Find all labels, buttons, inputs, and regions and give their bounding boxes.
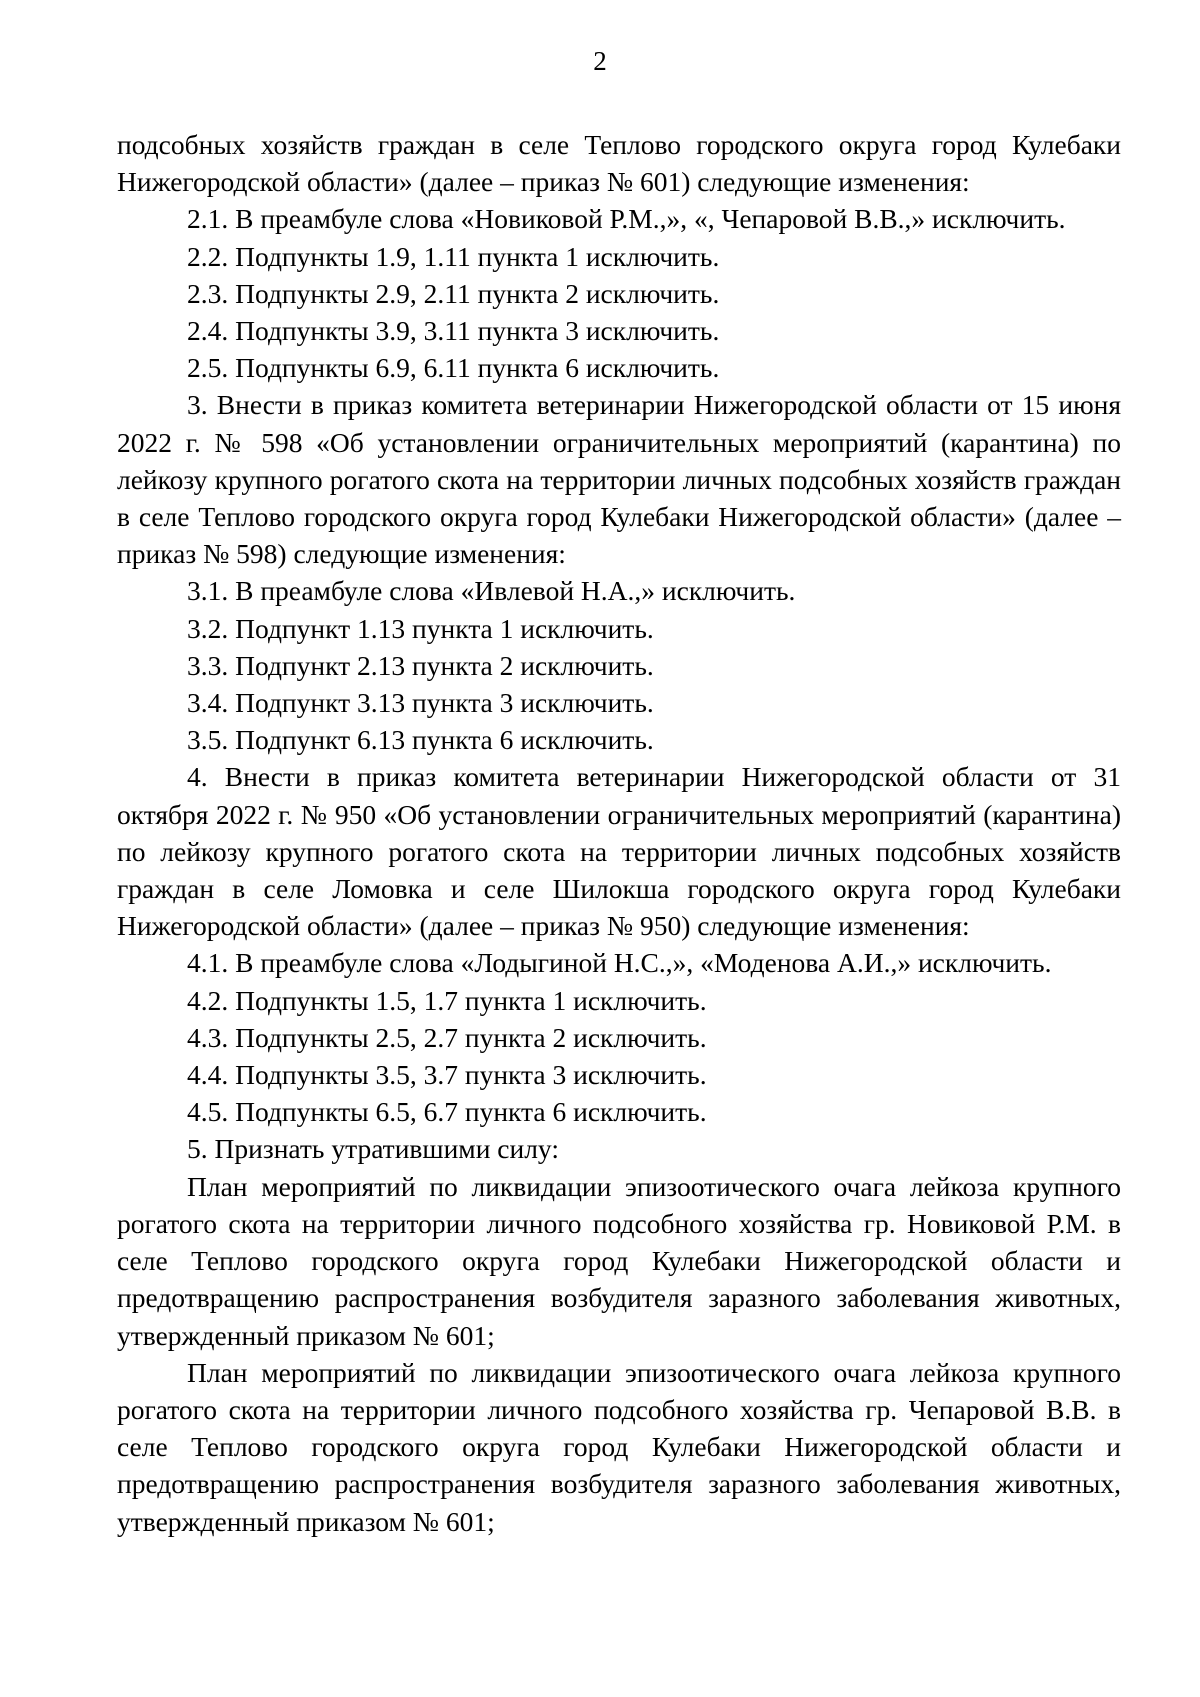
- paragraph-3-3: 3.3. Подпункт 2.13 пункта 2 исключить.: [187, 649, 654, 681]
- paragraph-4-3: 4.3. Подпункты 2.5, 2.7 пункта 2 исключить.: [187, 1021, 707, 1053]
- paragraph-2-2: 2.2. Подпункты 1.9, 1.11 пункта 1 исключить.: [187, 240, 720, 272]
- paragraph-5: 5. Признать утратившими силу:: [187, 1133, 559, 1165]
- paragraph-2-1: 2.1. В преамбуле слова «Новиковой Р.М.,», «, Чепаровой В.В.,» исключить.: [187, 203, 1066, 235]
- paragraph-4-5: 4.5. Подпункты 6.5, 6.7 пункта 6 исключить.: [187, 1096, 707, 1128]
- paragraph-4-2: 4.2. Подпункты 1.5, 1.7 пункта 1 исключить.: [187, 984, 707, 1016]
- paragraph-2-5: 2.5. Подпункты 6.9, 6.11 пункта 6 исключить.: [187, 352, 720, 384]
- paragraph-3-5: 3.5. Подпункт 6.13 пункта 6 исключить.: [187, 724, 654, 756]
- paragraph-3: 3. Внести в приказ комитета ветеринарии Нижегородской области от 15 июня 2022 г. № 598 «Об установлении ограничительных мероприятий (карантина) по лейкозу крупного рогатого скота на территории личных подсобных хозяйств граждан в селе Теплово городского округа город Кулебаки Нижегородской области» (далее – приказ № 598) следующие изменения:: [117, 389, 1121, 570]
- paragraph-order-601-continuation: подсобных хозяйств граждан в селе Теплово городского округа город Кулебаки Нижегородской области» (далее – приказ № 601) следующие изменения:: [117, 129, 1121, 198]
- paragraph-4-4: 4.4. Подпункты 3.5, 3.7 пункта 3 исключить.: [187, 1059, 707, 1091]
- paragraph-4: 4. Внести в приказ комитета ветеринарии Нижегородской области от 31 октября 2022 г. № 950 «Об установлении ограничительных мероприятий (карантина) по лейкозу крупного рогатого скота на территории личных подсобных хозяйств граждан в селе Ломовка и селе Шилокша городского округа город Кулебаки Нижегородской области» (далее – приказ № 950) следующие изменения:: [117, 761, 1121, 942]
- paragraph-4-1: 4.1. В преамбуле слова «Лодыгиной Н.С.,», «Моденова А.И.,» исключить.: [187, 947, 1052, 979]
- paragraph-plan-cheparova: План мероприятий по ликвидации эпизоотического очага лейкоза крупного рогатого скота на территории личного подсобного хозяйства гр. Чепаровой В.В. в селе Теплово городского округа город Кулебаки Нижегородской области и предотвращению распространения возбудителя заразного заболевания животных, утвержденный приказом № 601;: [117, 1356, 1121, 1537]
- paragraph-plan-novikova: План мероприятий по ликвидации эпизоотического очага лейкоза крупного рогатого скота на территории личного подсобного хозяйства гр. Новиковой Р.М. в селе Теплово городского округа город Кулебаки Нижегородской области и предотвращению распространения возбудителя заразного заболевания животных, утвержденный приказом № 601;: [117, 1170, 1121, 1351]
- paragraph-2-3: 2.3. Подпункты 2.9, 2.11 пункта 2 исключить.: [187, 277, 720, 309]
- page-number: 2: [593, 46, 607, 76]
- paragraph-3-1: 3.1. В преамбуле слова «Ивлевой Н.А.,» исключить.: [187, 575, 796, 607]
- paragraph-3-4: 3.4. Подпункт 3.13 пункта 3 исключить.: [187, 687, 654, 719]
- paragraph-3-2: 3.2. Подпункт 1.13 пункта 1 исключить.: [187, 612, 654, 644]
- paragraph-2-4: 2.4. Подпункты 3.9, 3.11 пункта 3 исключить.: [187, 315, 720, 347]
- document-body: [117, 126, 1121, 1540]
